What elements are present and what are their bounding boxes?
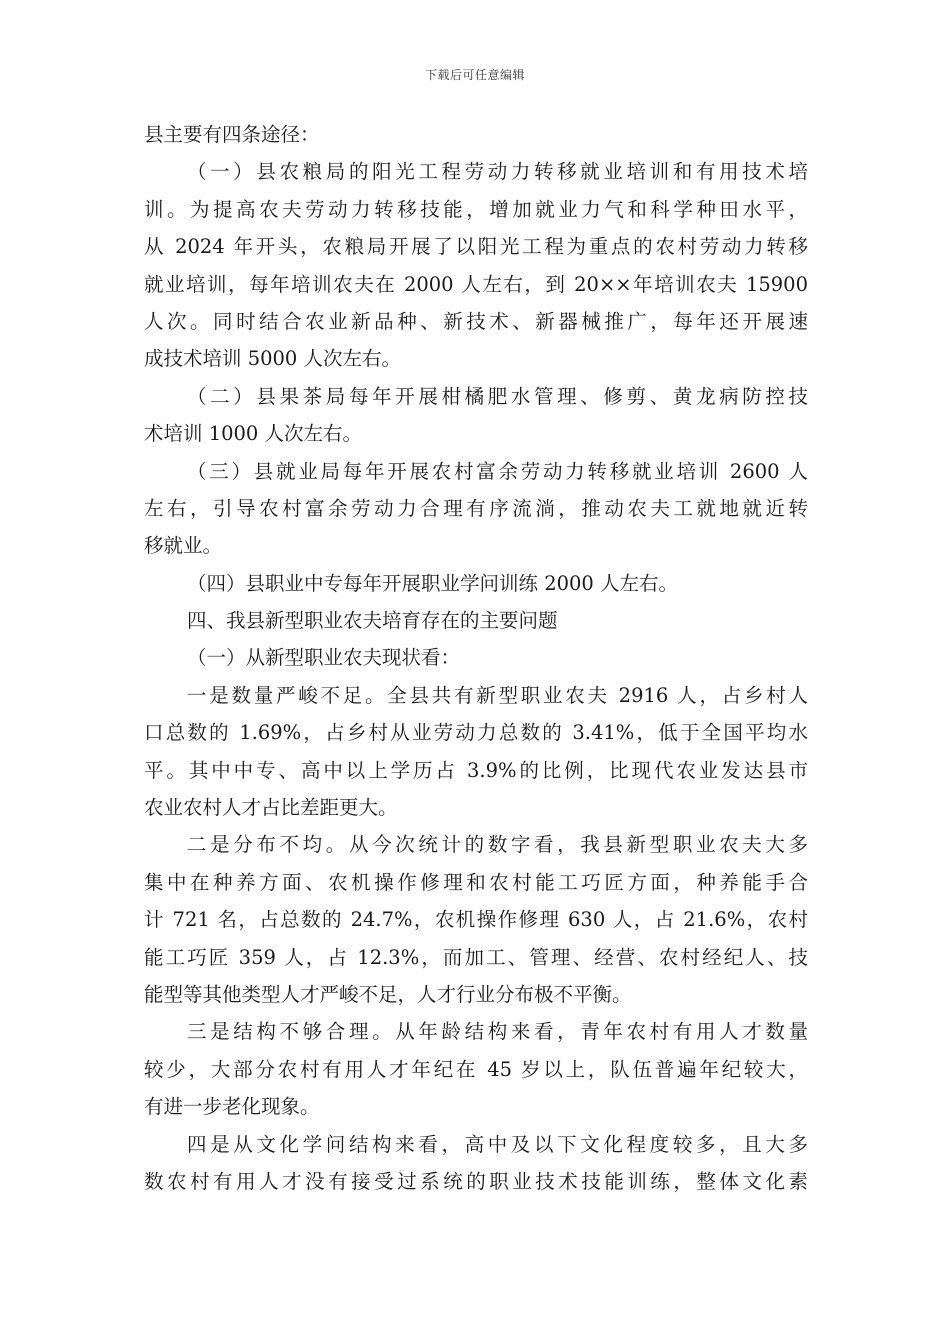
text-line: （一）从新型职业农夫现状看： xyxy=(187,646,461,670)
text-line: 计 721 名，占总数的 24.7%，农机操作修理 630 人，占 21.6%，农村 xyxy=(144,908,808,932)
text-line: 县主要有四条途径： xyxy=(144,123,320,146)
text-line: 数农村有用人才没有接受过系统的职业技术技能训练，整体文化素 xyxy=(144,1169,808,1193)
text-line: 四是从文化学问结构来看，高中及以下文化程度较多，且大多 xyxy=(187,1132,808,1156)
text-line: 三是结构不够合理。从年龄结构来看，青年农村有用人才数量 xyxy=(187,1020,808,1044)
text-line: 二是分布不均。从今次统计的数字看，我县新型职业农夫大多 xyxy=(187,833,808,857)
text-line: 左右，引导农村富余劳动力合理有序流淌，推动农夫工就地就近转 xyxy=(144,496,808,520)
text-line: 能工巧匠 359 人，占 12.3%，而加工、管理、经营、农村经纪人、技 xyxy=(144,945,808,969)
text-line: 人次。同时结合农业新品种、新技术、新器械推广，每年还开展速 xyxy=(144,309,808,333)
text-line: 农业农村人才占比差距更大。 xyxy=(144,796,398,820)
header-note: 下载后可任意编辑 xyxy=(424,68,525,82)
text-line: （二）县果茶局每年开展柑橘肥水管理、修剪、黄龙病防控技 xyxy=(187,384,808,408)
text-line: 集中在种养方面、农机操作修理和农村能工巧匠方面，种养能手合 xyxy=(144,870,808,894)
text-line: （三）县就业局每年开展农村富余劳动力转移就业培训 2600 人 xyxy=(187,459,808,483)
text-line: 较少，大部分农村有用人才年纪在 45 岁以上，队伍普遍年纪较大， xyxy=(144,1057,808,1081)
text-line: 从 2024 年开头，农粮局开展了以阳光工程为重点的农村劳动力转移 xyxy=(144,235,808,259)
text-line: 口总数的 1.69%，占乡村从业劳动力总数的 3.41%，低于全国平均水 xyxy=(144,721,808,745)
text-line: （一）县农粮局的阳光工程劳动力转移就业培训和有用技术培 xyxy=(187,160,808,184)
text-line: 训。为提高农夫劳动力转移技能，增加就业力气和科学种田水平， xyxy=(144,197,808,221)
body-text xyxy=(144,116,808,1200)
text-line: 平。其中中专、高中以上学历占 3.9%的比例，比现代农业发达县市 xyxy=(144,758,808,782)
text-line: 移就业。 xyxy=(144,534,223,558)
text-line: 有进一步老化现象。 xyxy=(144,1095,320,1119)
text-line: （四）县职业中专每年开展职业学问训练 2000 人左右。 xyxy=(187,571,679,595)
text-line: 四、我县新型职业农夫培育存在的主要问题 xyxy=(187,609,558,633)
text-line: 就业培训，每年培训农夫在 2000 人左右，到 20××年培训农夫 15900 xyxy=(144,272,808,296)
text-line: 能型等其他类型人才严峻不足，人才行业分布极不平衡。 xyxy=(144,982,632,1006)
text-line: 一是数量严峻不足。全县共有新型职业农夫 2916 人，占乡村人 xyxy=(187,683,808,707)
text-line: 成技术培训 5000 人次左右。 xyxy=(144,347,402,371)
text-line: 术培训 1000 人次左右。 xyxy=(144,422,363,446)
